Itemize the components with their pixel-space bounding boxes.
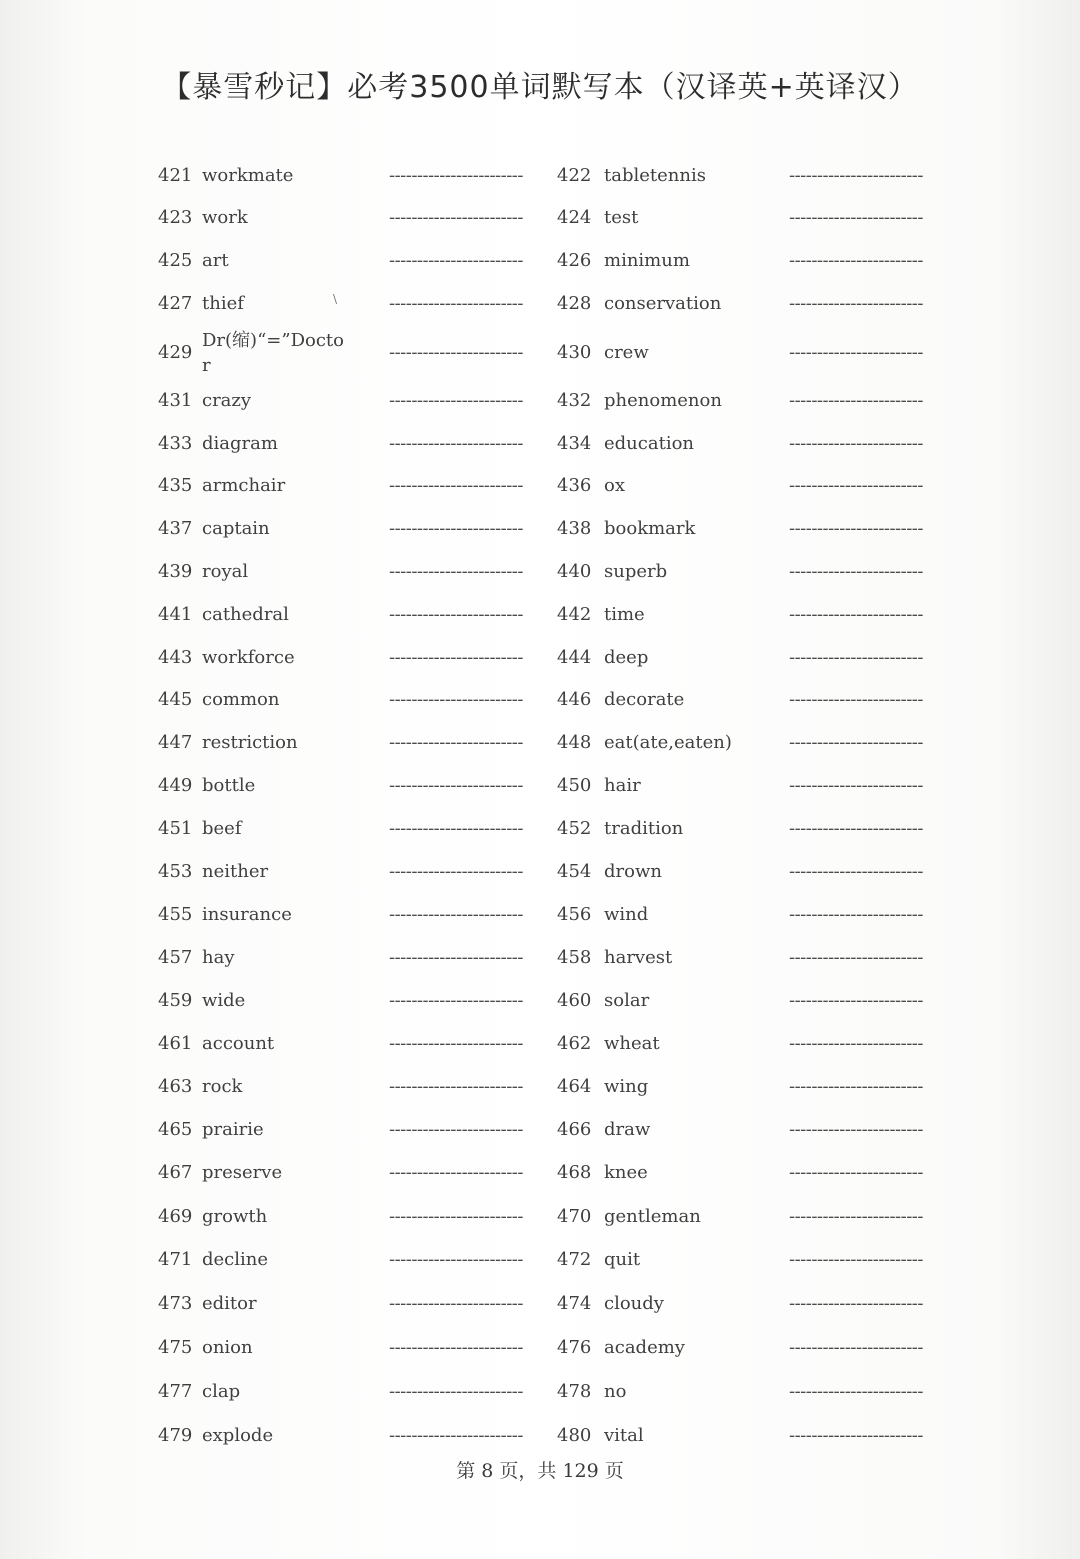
entry-word-left: workforce bbox=[202, 647, 295, 668]
entry-number-right: 460 bbox=[557, 990, 592, 1011]
answer-line-right: ------------------------ bbox=[789, 904, 923, 925]
entry-number-left: 429 bbox=[158, 342, 193, 363]
entry-word-left: explode bbox=[202, 1425, 274, 1446]
table-row bbox=[0, 1284, 1080, 1324]
answer-line-left: ------------------------ bbox=[389, 165, 523, 186]
entry-word-left: thief bbox=[202, 293, 244, 314]
entry-word-right: minimum bbox=[604, 250, 690, 271]
entry-number-left: 465 bbox=[158, 1119, 193, 1140]
entry-number-right: 428 bbox=[557, 293, 592, 314]
entry-word-right: decorate bbox=[604, 689, 685, 710]
entry-word-right: no bbox=[604, 1381, 627, 1402]
entry-word-left: crazy bbox=[202, 390, 252, 411]
entry-word-left: royal bbox=[202, 561, 249, 582]
answer-line-right: ------------------------ bbox=[789, 1293, 923, 1314]
entry-number-left: 443 bbox=[158, 647, 193, 668]
entry-word-left: hay bbox=[202, 947, 235, 968]
entry-word-right: crew bbox=[604, 342, 649, 363]
table-row bbox=[0, 638, 1080, 678]
entry-number-left: 461 bbox=[158, 1033, 193, 1054]
table-row bbox=[0, 552, 1080, 592]
answer-line-left: ------------------------ bbox=[389, 990, 523, 1011]
entry-word-right: conservation bbox=[604, 293, 722, 314]
entry-word-right: wind bbox=[604, 904, 649, 925]
entry-word-left: insurance bbox=[202, 904, 292, 925]
entry-word-right: time bbox=[604, 604, 645, 625]
entry-number-left: 459 bbox=[158, 990, 193, 1011]
answer-line-left: ------------------------ bbox=[389, 947, 523, 968]
answer-line-right: ------------------------ bbox=[789, 647, 923, 668]
answer-line-right: ------------------------ bbox=[789, 1381, 923, 1402]
answer-line-right: ------------------------ bbox=[789, 561, 923, 582]
entry-number-right: 436 bbox=[557, 475, 592, 496]
entry-number-left: 437 bbox=[158, 518, 193, 539]
answer-line-right: ------------------------ bbox=[789, 293, 923, 314]
entry-word-right: draw bbox=[604, 1119, 651, 1140]
page-footer: 第 8 页，共 129 页 bbox=[456, 1460, 624, 1482]
table-row bbox=[0, 198, 1080, 238]
answer-line-left: ------------------------ bbox=[389, 1293, 523, 1314]
entry-word-right: cloudy bbox=[604, 1293, 664, 1314]
answer-line-right: ------------------------ bbox=[789, 775, 923, 796]
answer-line-right: ------------------------ bbox=[789, 732, 923, 753]
entry-number-left: 453 bbox=[158, 861, 193, 882]
entry-number-right: 430 bbox=[557, 342, 592, 363]
answer-line-left: ------------------------ bbox=[389, 647, 523, 668]
entry-word-right: deep bbox=[604, 647, 649, 668]
entry-number-right: 444 bbox=[557, 647, 592, 668]
table-row bbox=[0, 809, 1080, 849]
entry-word-right: bookmark bbox=[604, 518, 696, 539]
answer-line-left: ------------------------ bbox=[389, 433, 523, 454]
answer-line-right: ------------------------ bbox=[789, 433, 923, 454]
page-title: 【暴雪秒记】必考3500单词默写本（汉译英+英译汉） bbox=[161, 70, 919, 105]
answer-line-right: ------------------------ bbox=[789, 250, 923, 271]
answer-line-left: ------------------------ bbox=[389, 1162, 523, 1183]
answer-line-right: ------------------------ bbox=[789, 207, 923, 228]
table-row bbox=[0, 1024, 1080, 1064]
answer-line-right: ------------------------ bbox=[789, 390, 923, 411]
entry-word-right: phenomenon bbox=[604, 390, 722, 411]
answer-line-left: ------------------------ bbox=[389, 475, 523, 496]
entry-word-right: superb bbox=[604, 561, 668, 582]
entry-word-left: Dr(缩)“=”Doctor bbox=[202, 330, 344, 376]
answer-line-right: ------------------------ bbox=[789, 342, 923, 363]
entry-word-left: art bbox=[202, 250, 229, 271]
entry-number-right: 480 bbox=[557, 1425, 592, 1446]
entry-number-right: 476 bbox=[557, 1337, 592, 1358]
entry-word-right: tradition bbox=[604, 818, 684, 839]
entry-word-left: decline bbox=[202, 1249, 269, 1270]
entry-word-right: quit bbox=[604, 1249, 641, 1270]
answer-line-left: ------------------------ bbox=[389, 207, 523, 228]
answer-line-left: ------------------------ bbox=[389, 1033, 523, 1054]
entry-number-right: 468 bbox=[557, 1162, 592, 1183]
table-row bbox=[0, 1416, 1080, 1456]
answer-line-left: ------------------------ bbox=[389, 293, 523, 314]
entry-word-right: hair bbox=[604, 775, 641, 796]
entry-word-right: academy bbox=[604, 1337, 685, 1358]
answer-line-left: ------------------------ bbox=[389, 732, 523, 753]
table-row bbox=[0, 466, 1080, 506]
table-row bbox=[0, 981, 1080, 1021]
entry-word-right: harvest bbox=[604, 947, 673, 968]
entry-number-left: 449 bbox=[158, 775, 193, 796]
entry-number-right: 424 bbox=[557, 207, 592, 228]
answer-line-left: ------------------------ bbox=[389, 342, 523, 363]
table-row bbox=[0, 424, 1080, 464]
answer-line-left: ------------------------ bbox=[389, 561, 523, 582]
table-row bbox=[0, 1153, 1080, 1193]
table-row bbox=[0, 895, 1080, 935]
answer-line-right: ------------------------ bbox=[789, 604, 923, 625]
answer-line-left: ------------------------ bbox=[389, 604, 523, 625]
entry-word-left: growth bbox=[202, 1206, 268, 1227]
entry-number-left: 451 bbox=[158, 818, 193, 839]
table-row bbox=[0, 156, 1080, 196]
entry-number-left: 447 bbox=[158, 732, 193, 753]
table-row bbox=[0, 680, 1080, 720]
entry-number-right: 434 bbox=[557, 433, 592, 454]
entry-word-right: eat(ate,eaten) bbox=[604, 732, 732, 753]
entry-number-right: 432 bbox=[557, 390, 592, 411]
answer-line-right: ------------------------ bbox=[789, 1337, 923, 1358]
table-row bbox=[0, 1240, 1080, 1280]
answer-line-left: ------------------------ bbox=[389, 250, 523, 271]
entry-word-right: education bbox=[604, 433, 694, 454]
answer-line-right: ------------------------ bbox=[789, 1162, 923, 1183]
entry-number-left: 423 bbox=[158, 207, 193, 228]
answer-line-left: ------------------------ bbox=[389, 1381, 523, 1402]
answer-line-left: ------------------------ bbox=[389, 1249, 523, 1270]
answer-line-right: ------------------------ bbox=[789, 165, 923, 186]
answer-line-left: ------------------------ bbox=[389, 1119, 523, 1140]
answer-line-right: ------------------------ bbox=[789, 689, 923, 710]
answer-line-left: ------------------------ bbox=[389, 1425, 523, 1446]
entry-word-left: neither bbox=[202, 861, 269, 882]
entry-word-left: editor bbox=[202, 1293, 257, 1314]
entry-number-left: 477 bbox=[158, 1381, 193, 1402]
entry-word-right: drown bbox=[604, 861, 662, 882]
entry-number-right: 472 bbox=[557, 1249, 592, 1270]
entry-word-left: work bbox=[202, 207, 248, 228]
answer-line-left: ------------------------ bbox=[389, 818, 523, 839]
answer-line-right: ------------------------ bbox=[789, 947, 923, 968]
entry-number-left: 433 bbox=[158, 433, 193, 454]
answer-line-left: ------------------------ bbox=[389, 1337, 523, 1358]
entry-number-right: 448 bbox=[557, 732, 592, 753]
table-row bbox=[0, 509, 1080, 549]
entry-number-left: 427 bbox=[158, 293, 193, 314]
answer-line-right: ------------------------ bbox=[789, 1076, 923, 1097]
table-row bbox=[0, 1067, 1080, 1107]
entry-number-right: 438 bbox=[557, 518, 592, 539]
entry-number-left: 425 bbox=[158, 250, 193, 271]
table-row bbox=[0, 284, 1080, 324]
entry-word-left: armchair bbox=[202, 475, 286, 496]
entry-number-right: 458 bbox=[557, 947, 592, 968]
entry-word-right: gentleman bbox=[604, 1206, 701, 1227]
entry-number-left: 469 bbox=[158, 1206, 193, 1227]
entry-number-right: 440 bbox=[557, 561, 592, 582]
entry-number-right: 474 bbox=[557, 1293, 592, 1314]
entry-word-right: wing bbox=[604, 1076, 649, 1097]
entry-number-right: 466 bbox=[557, 1119, 592, 1140]
entry-number-right: 446 bbox=[557, 689, 592, 710]
entry-number-left: 431 bbox=[158, 390, 193, 411]
answer-line-left: ------------------------ bbox=[389, 390, 523, 411]
entry-number-right: 450 bbox=[557, 775, 592, 796]
entry-number-right: 470 bbox=[557, 1206, 592, 1227]
answer-line-right: ------------------------ bbox=[789, 1425, 923, 1446]
entry-word-right: ox bbox=[604, 475, 625, 496]
entry-word-left: workmate bbox=[202, 165, 294, 186]
answer-line-right: ------------------------ bbox=[789, 518, 923, 539]
entry-number-left: 455 bbox=[158, 904, 193, 925]
table-row bbox=[0, 852, 1080, 892]
entry-number-right: 456 bbox=[557, 904, 592, 925]
answer-line-left: ------------------------ bbox=[389, 518, 523, 539]
entry-word-left: preserve bbox=[202, 1162, 283, 1183]
entry-number-right: 452 bbox=[557, 818, 592, 839]
answer-line-right: ------------------------ bbox=[789, 1033, 923, 1054]
answer-line-right: ------------------------ bbox=[789, 990, 923, 1011]
table-row bbox=[0, 1328, 1080, 1368]
answer-line-left: ------------------------ bbox=[389, 1206, 523, 1227]
entry-word-left: restriction bbox=[202, 732, 298, 753]
table-row bbox=[0, 938, 1080, 978]
entry-word-left: account bbox=[202, 1033, 275, 1054]
answer-line-left: ------------------------ bbox=[389, 861, 523, 882]
entry-word-right: tabletennis bbox=[604, 165, 706, 186]
entry-number-left: 439 bbox=[158, 561, 193, 582]
entry-word-right: wheat bbox=[604, 1033, 660, 1054]
entry-word-right: vital bbox=[604, 1425, 644, 1446]
entry-number-right: 442 bbox=[557, 604, 592, 625]
answer-line-left: ------------------------ bbox=[389, 689, 523, 710]
entry-number-left: 479 bbox=[158, 1425, 193, 1446]
stray-mark: \ bbox=[333, 292, 338, 306]
table-row bbox=[0, 723, 1080, 763]
table-row bbox=[0, 1372, 1080, 1412]
entry-word-left: prairie bbox=[202, 1119, 264, 1140]
entry-number-left: 473 bbox=[158, 1293, 193, 1314]
entry-word-left: bottle bbox=[202, 775, 256, 796]
entry-number-right: 454 bbox=[557, 861, 592, 882]
entry-word-right: test bbox=[604, 207, 639, 228]
answer-line-right: ------------------------ bbox=[789, 475, 923, 496]
answer-line-right: ------------------------ bbox=[789, 1249, 923, 1270]
entry-word-left: common bbox=[202, 689, 280, 710]
table-row bbox=[0, 595, 1080, 635]
entry-number-left: 471 bbox=[158, 1249, 193, 1270]
entry-word-left: clap bbox=[202, 1381, 241, 1402]
entry-word-left: beef bbox=[202, 818, 242, 839]
entry-word-left: diagram bbox=[202, 433, 278, 454]
entry-number-left: 441 bbox=[158, 604, 193, 625]
entry-word-left: onion bbox=[202, 1337, 253, 1358]
answer-line-right: ------------------------ bbox=[789, 818, 923, 839]
answer-line-left: ------------------------ bbox=[389, 1076, 523, 1097]
table-row bbox=[0, 766, 1080, 806]
answer-line-right: ------------------------ bbox=[789, 1119, 923, 1140]
entry-number-right: 422 bbox=[557, 165, 592, 186]
answer-line-right: ------------------------ bbox=[789, 861, 923, 882]
table-row bbox=[0, 327, 1080, 379]
entry-word-left: cathedral bbox=[202, 604, 289, 625]
answer-line-left: ------------------------ bbox=[389, 904, 523, 925]
table-row bbox=[0, 1110, 1080, 1150]
entry-word-left: wide bbox=[202, 990, 246, 1011]
answer-line-right: ------------------------ bbox=[789, 1206, 923, 1227]
table-row bbox=[0, 381, 1080, 421]
entry-number-right: 478 bbox=[557, 1381, 592, 1402]
entry-number-left: 475 bbox=[158, 1337, 193, 1358]
table-row bbox=[0, 1197, 1080, 1237]
entry-number-left: 457 bbox=[158, 947, 193, 968]
entry-word-right: solar bbox=[604, 990, 650, 1011]
entry-word-left: rock bbox=[202, 1076, 243, 1097]
entry-number-right: 426 bbox=[557, 250, 592, 271]
entry-word-left: captain bbox=[202, 518, 270, 539]
entry-number-left: 421 bbox=[158, 165, 193, 186]
entry-number-left: 445 bbox=[158, 689, 193, 710]
entry-word-right: knee bbox=[604, 1162, 648, 1183]
entry-number-right: 462 bbox=[557, 1033, 592, 1054]
entry-number-right: 464 bbox=[557, 1076, 592, 1097]
entry-number-left: 467 bbox=[158, 1162, 193, 1183]
table-row bbox=[0, 241, 1080, 281]
answer-line-left: ------------------------ bbox=[389, 775, 523, 796]
entry-number-left: 435 bbox=[158, 475, 193, 496]
entry-number-left: 463 bbox=[158, 1076, 193, 1097]
